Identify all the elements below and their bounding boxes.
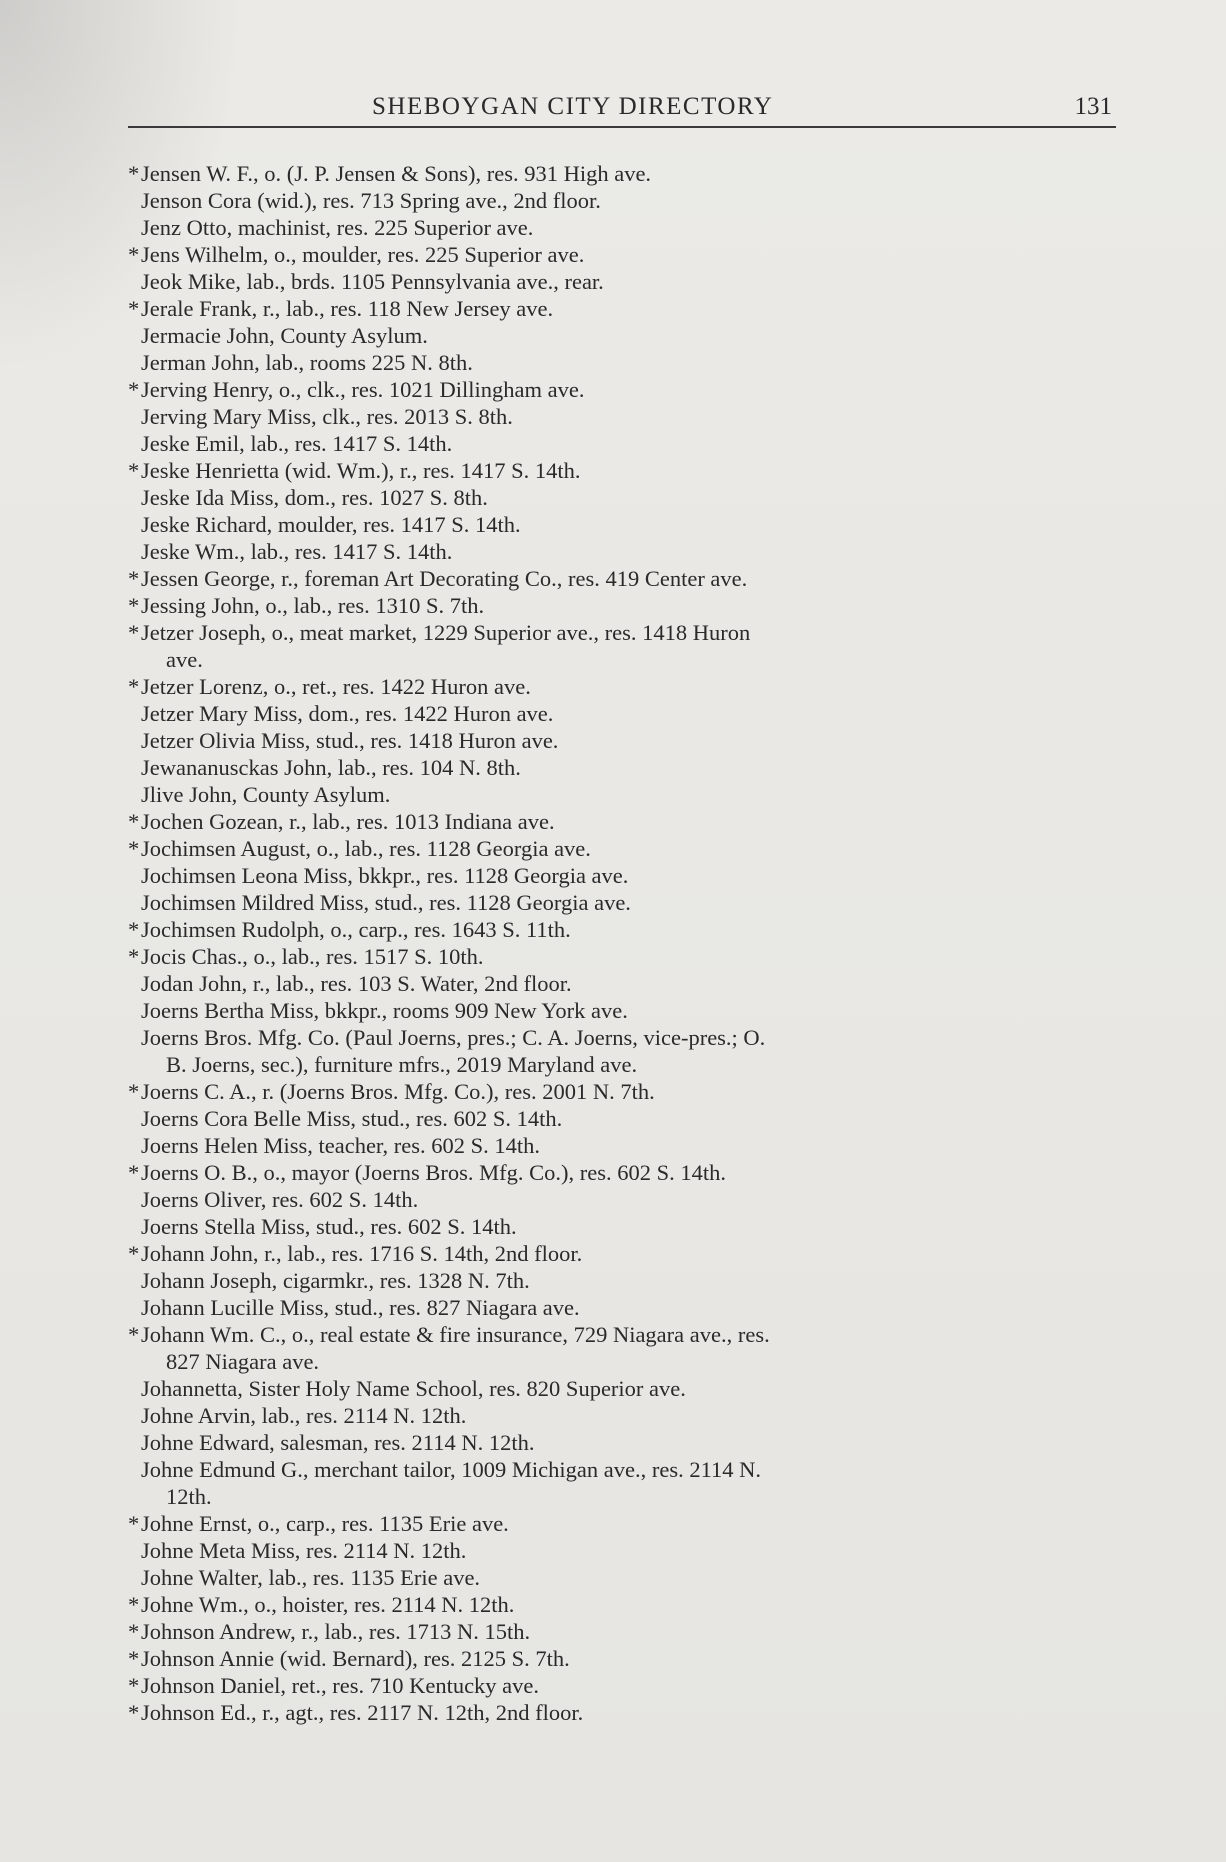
directory-entry — [128, 1024, 1118, 1078]
directory-entry — [128, 592, 1118, 619]
directory-entry — [128, 1672, 1118, 1699]
entry-text: Johne Meta Miss, res. 2114 N. 12th. — [141, 1538, 467, 1563]
entry-mark: * — [128, 593, 140, 618]
directory-entry — [128, 916, 1118, 943]
directory-entry — [128, 322, 1118, 349]
entry-text: Johannetta, Sister Holy Name School, res. 820 Superior ave. — [141, 1376, 686, 1401]
directory-entry — [128, 1645, 1118, 1672]
entry-text: Johne Edmund G., merchant tailor, 1009 Michigan ave., res. 2114 N. — [141, 1457, 762, 1482]
entry-text: Jochen Gozean, r., lab., res. 1013 Indiana ave. — [141, 809, 555, 834]
entry-text: Jochimsen Mildred Miss, stud., res. 1128 Georgia ave. — [141, 890, 631, 915]
entry-mark: * — [128, 620, 140, 645]
directory-entry — [128, 619, 1118, 673]
directory-entry — [128, 241, 1118, 268]
directory-entry — [128, 1186, 1118, 1213]
directory-entry — [128, 511, 1118, 538]
entry-text: Jeske Richard, moulder, res. 1417 S. 14th. — [141, 512, 521, 537]
entry-text: Jetzer Mary Miss, dom., res. 1422 Huron ave. — [141, 701, 554, 726]
directory-entry — [128, 295, 1118, 322]
directory-entry — [128, 376, 1118, 403]
directory-entry — [128, 1213, 1118, 1240]
entry-mark: * — [128, 377, 140, 402]
directory-entry — [128, 430, 1118, 457]
directory-entry — [128, 889, 1118, 916]
entry-mark: * — [128, 1322, 140, 1347]
directory-entry — [128, 565, 1118, 592]
directory-entry — [128, 1618, 1118, 1645]
entry-text: Jocis Chas., o., lab., res. 1517 S. 10th. — [141, 944, 484, 969]
directory-entry — [128, 1429, 1118, 1456]
directory-entry — [128, 997, 1118, 1024]
entry-text: Joerns C. A., r. (Joerns Bros. Mfg. Co.), res. 2001 N. 7th. — [141, 1079, 655, 1104]
entry-mark: * — [128, 1079, 140, 1104]
directory-entry — [128, 1132, 1118, 1159]
entry-text: Jerman John, lab., rooms 225 N. 8th. — [141, 350, 473, 375]
entry-text: Jerving Henry, o., clk., res. 1021 Dillingham ave. — [141, 377, 585, 402]
directory-entry — [128, 538, 1118, 565]
directory-entry — [128, 484, 1118, 511]
entry-text: Johne Edward, salesman, res. 2114 N. 12th. — [141, 1430, 535, 1455]
directory-entry — [128, 1105, 1118, 1132]
entry-text: Johnson Daniel, ret., res. 710 Kentucky ave. — [141, 1673, 540, 1698]
entry-text: Johne Walter, lab., res. 1135 Erie ave. — [141, 1565, 481, 1590]
directory-entry — [128, 1537, 1118, 1564]
entry-mark: * — [128, 809, 140, 834]
entry-text: Jetzer Lorenz, o., ret., res. 1422 Huron ave. — [141, 674, 531, 699]
entry-text: Joerns Oliver, res. 602 S. 14th. — [141, 1187, 419, 1212]
entry-mark: * — [128, 296, 140, 321]
entry-text: Jerving Mary Miss, clk., res. 2013 S. 8th. — [141, 404, 513, 429]
entry-mark: * — [128, 242, 140, 267]
entry-text: Jochimsen Leona Miss, bkkpr., res. 1128 Georgia ave. — [141, 863, 629, 888]
directory-entry — [128, 1267, 1118, 1294]
entry-text: Jodan John, r., lab., res. 103 S. Water, 2nd floor. — [141, 971, 572, 996]
directory-entry — [128, 1375, 1118, 1402]
entry-mark: * — [128, 1646, 140, 1671]
entry-continuation: ave. — [166, 647, 203, 672]
directory-entry — [128, 1699, 1118, 1726]
entry-mark: * — [128, 944, 140, 969]
entry-continuation: 827 Niagara ave. — [166, 1349, 320, 1374]
entry-text: Jens Wilhelm, o., moulder, res. 225 Superior ave. — [141, 242, 585, 267]
entry-text: Jessen George, r., foreman Art Decorating Co., res. 419 Center ave. — [141, 566, 748, 591]
entry-mark: * — [128, 917, 140, 942]
entry-text: Joerns Helen Miss, teacher, res. 602 S. 14th. — [141, 1133, 541, 1158]
page-number: 131 — [1074, 93, 1112, 120]
directory-entry — [128, 970, 1118, 997]
directory-entry — [128, 1402, 1118, 1429]
entry-text: Jermacie John, County Asylum. — [141, 323, 428, 348]
entry-text: Jenson Cora (wid.), res. 713 Spring ave., 2nd floor. — [141, 188, 601, 213]
entry-continuation: B. Joerns, sec.), furniture mfrs., 2019 Maryland ave. — [166, 1052, 638, 1077]
entry-text: Jewananusckas John, lab., res. 104 N. 8th. — [141, 755, 521, 780]
entry-mark: * — [128, 1700, 140, 1725]
entry-text: Johnson Ed., r., agt., res. 2117 N. 12th, 2nd floor. — [141, 1700, 584, 1725]
entry-text: Jerale Frank, r., lab., res. 118 New Jersey ave. — [141, 296, 554, 321]
directory-entry — [128, 1159, 1118, 1186]
entry-mark: * — [128, 1592, 140, 1617]
directory-entry — [128, 160, 1118, 187]
entry-mark: * — [128, 1160, 140, 1185]
directory-entry — [128, 403, 1118, 430]
entry-text: Jeske Henrietta (wid. Wm.), r., res. 1417 S. 14th. — [141, 458, 581, 483]
page-header — [128, 92, 1116, 128]
entry-text: Johne Ernst, o., carp., res. 1135 Erie ave. — [141, 1511, 509, 1536]
directory-entry — [128, 1591, 1118, 1618]
entry-mark: * — [128, 1619, 140, 1644]
directory-entry — [128, 943, 1118, 970]
directory-entry — [128, 727, 1118, 754]
directory-entry — [128, 457, 1118, 484]
entry-text: Johann Lucille Miss, stud., res. 827 Niagara ave. — [141, 1295, 580, 1320]
directory-entry — [128, 862, 1118, 889]
entry-text: Johnson Andrew, r., lab., res. 1713 N. 15th. — [141, 1619, 531, 1644]
entry-text: Johne Arvin, lab., res. 2114 N. 12th. — [141, 1403, 467, 1428]
entry-text: Jeske Wm., lab., res. 1417 S. 14th. — [141, 539, 453, 564]
entry-text: Jetzer Joseph, o., meat market, 1229 Superior ave., res. 1418 Huron — [141, 620, 751, 645]
directory-entry — [128, 700, 1118, 727]
entry-mark: * — [128, 566, 140, 591]
directory-entry — [128, 349, 1118, 376]
entry-text: Jeske Ida Miss, dom., res. 1027 S. 8th. — [141, 485, 488, 510]
directory-entry — [128, 1294, 1118, 1321]
entry-text: Joerns Cora Belle Miss, stud., res. 602 S. 14th. — [141, 1106, 563, 1131]
directory-entry — [128, 1078, 1118, 1105]
entry-text: Jensen W. F., o. (J. P. Jensen & Sons), res. 931 High ave. — [141, 161, 652, 186]
entry-text: Jessing John, o., lab., res. 1310 S. 7th. — [141, 593, 485, 618]
entry-mark: * — [128, 161, 140, 186]
entry-text: Jeske Emil, lab., res. 1417 S. 14th. — [141, 431, 453, 456]
entry-text: Jenz Otto, machinist, res. 225 Superior ave. — [141, 215, 534, 240]
directory-entry — [128, 673, 1118, 700]
entry-continuation: 12th. — [166, 1484, 212, 1509]
entry-text: Joerns Bertha Miss, bkkpr., rooms 909 New York ave. — [141, 998, 628, 1023]
entry-text: Johne Wm., o., hoister, res. 2114 N. 12th. — [141, 1592, 515, 1617]
directory-entry — [128, 754, 1118, 781]
entry-mark: * — [128, 1241, 140, 1266]
directory-entry — [128, 187, 1118, 214]
entry-text: Joerns O. B., o., mayor (Joerns Bros. Mfg. Co.), res. 602 S. 14th. — [141, 1160, 726, 1185]
entry-mark: * — [128, 674, 140, 699]
entry-text: Jochimsen August, o., lab., res. 1128 Georgia ave. — [141, 836, 591, 861]
entry-text: Johann Wm. C., o., real estate & fire insurance, 729 Niagara ave., res. — [141, 1322, 770, 1347]
entry-text: Jeok Mike, lab., brds. 1105 Pennsylvania ave., rear. — [141, 269, 604, 294]
directory-entry — [128, 1564, 1118, 1591]
page-title: SHEBOYGAN CITY DIRECTORY — [372, 93, 774, 120]
entry-text: Johann John, r., lab., res. 1716 S. 14th, 2nd floor. — [141, 1241, 583, 1266]
entry-mark: * — [128, 1511, 140, 1536]
entry-text: Johann Joseph, cigarmkr., res. 1328 N. 7th. — [141, 1268, 530, 1293]
entry-text: Jochimsen Rudolph, o., carp., res. 1643 S. 11th. — [141, 917, 571, 942]
entry-text: Jlive John, County Asylum. — [141, 782, 391, 807]
directory-entry — [128, 268, 1118, 295]
entry-text: Joerns Bros. Mfg. Co. (Paul Joerns, pres.; C. A. Joerns, vice-pres.; O. — [141, 1025, 766, 1050]
directory-entry — [128, 781, 1118, 808]
entry-mark: * — [128, 836, 140, 861]
entry-mark: * — [128, 458, 140, 483]
entry-text: Johnson Annie (wid. Bernard), res. 2125 S. 7th. — [141, 1646, 570, 1671]
directory-entry — [128, 835, 1118, 862]
entry-mark: * — [128, 1673, 140, 1698]
entry-text: Joerns Stella Miss, stud., res. 602 S. 14th. — [141, 1214, 517, 1239]
directory-entries — [128, 160, 1118, 1726]
directory-entry — [128, 214, 1118, 241]
directory-entry — [128, 1510, 1118, 1537]
directory-entry — [128, 808, 1118, 835]
directory-entry — [128, 1456, 1118, 1510]
directory-entry — [128, 1240, 1118, 1267]
entry-text: Jetzer Olivia Miss, stud., res. 1418 Huron ave. — [141, 728, 559, 753]
directory-entry — [128, 1321, 1118, 1375]
